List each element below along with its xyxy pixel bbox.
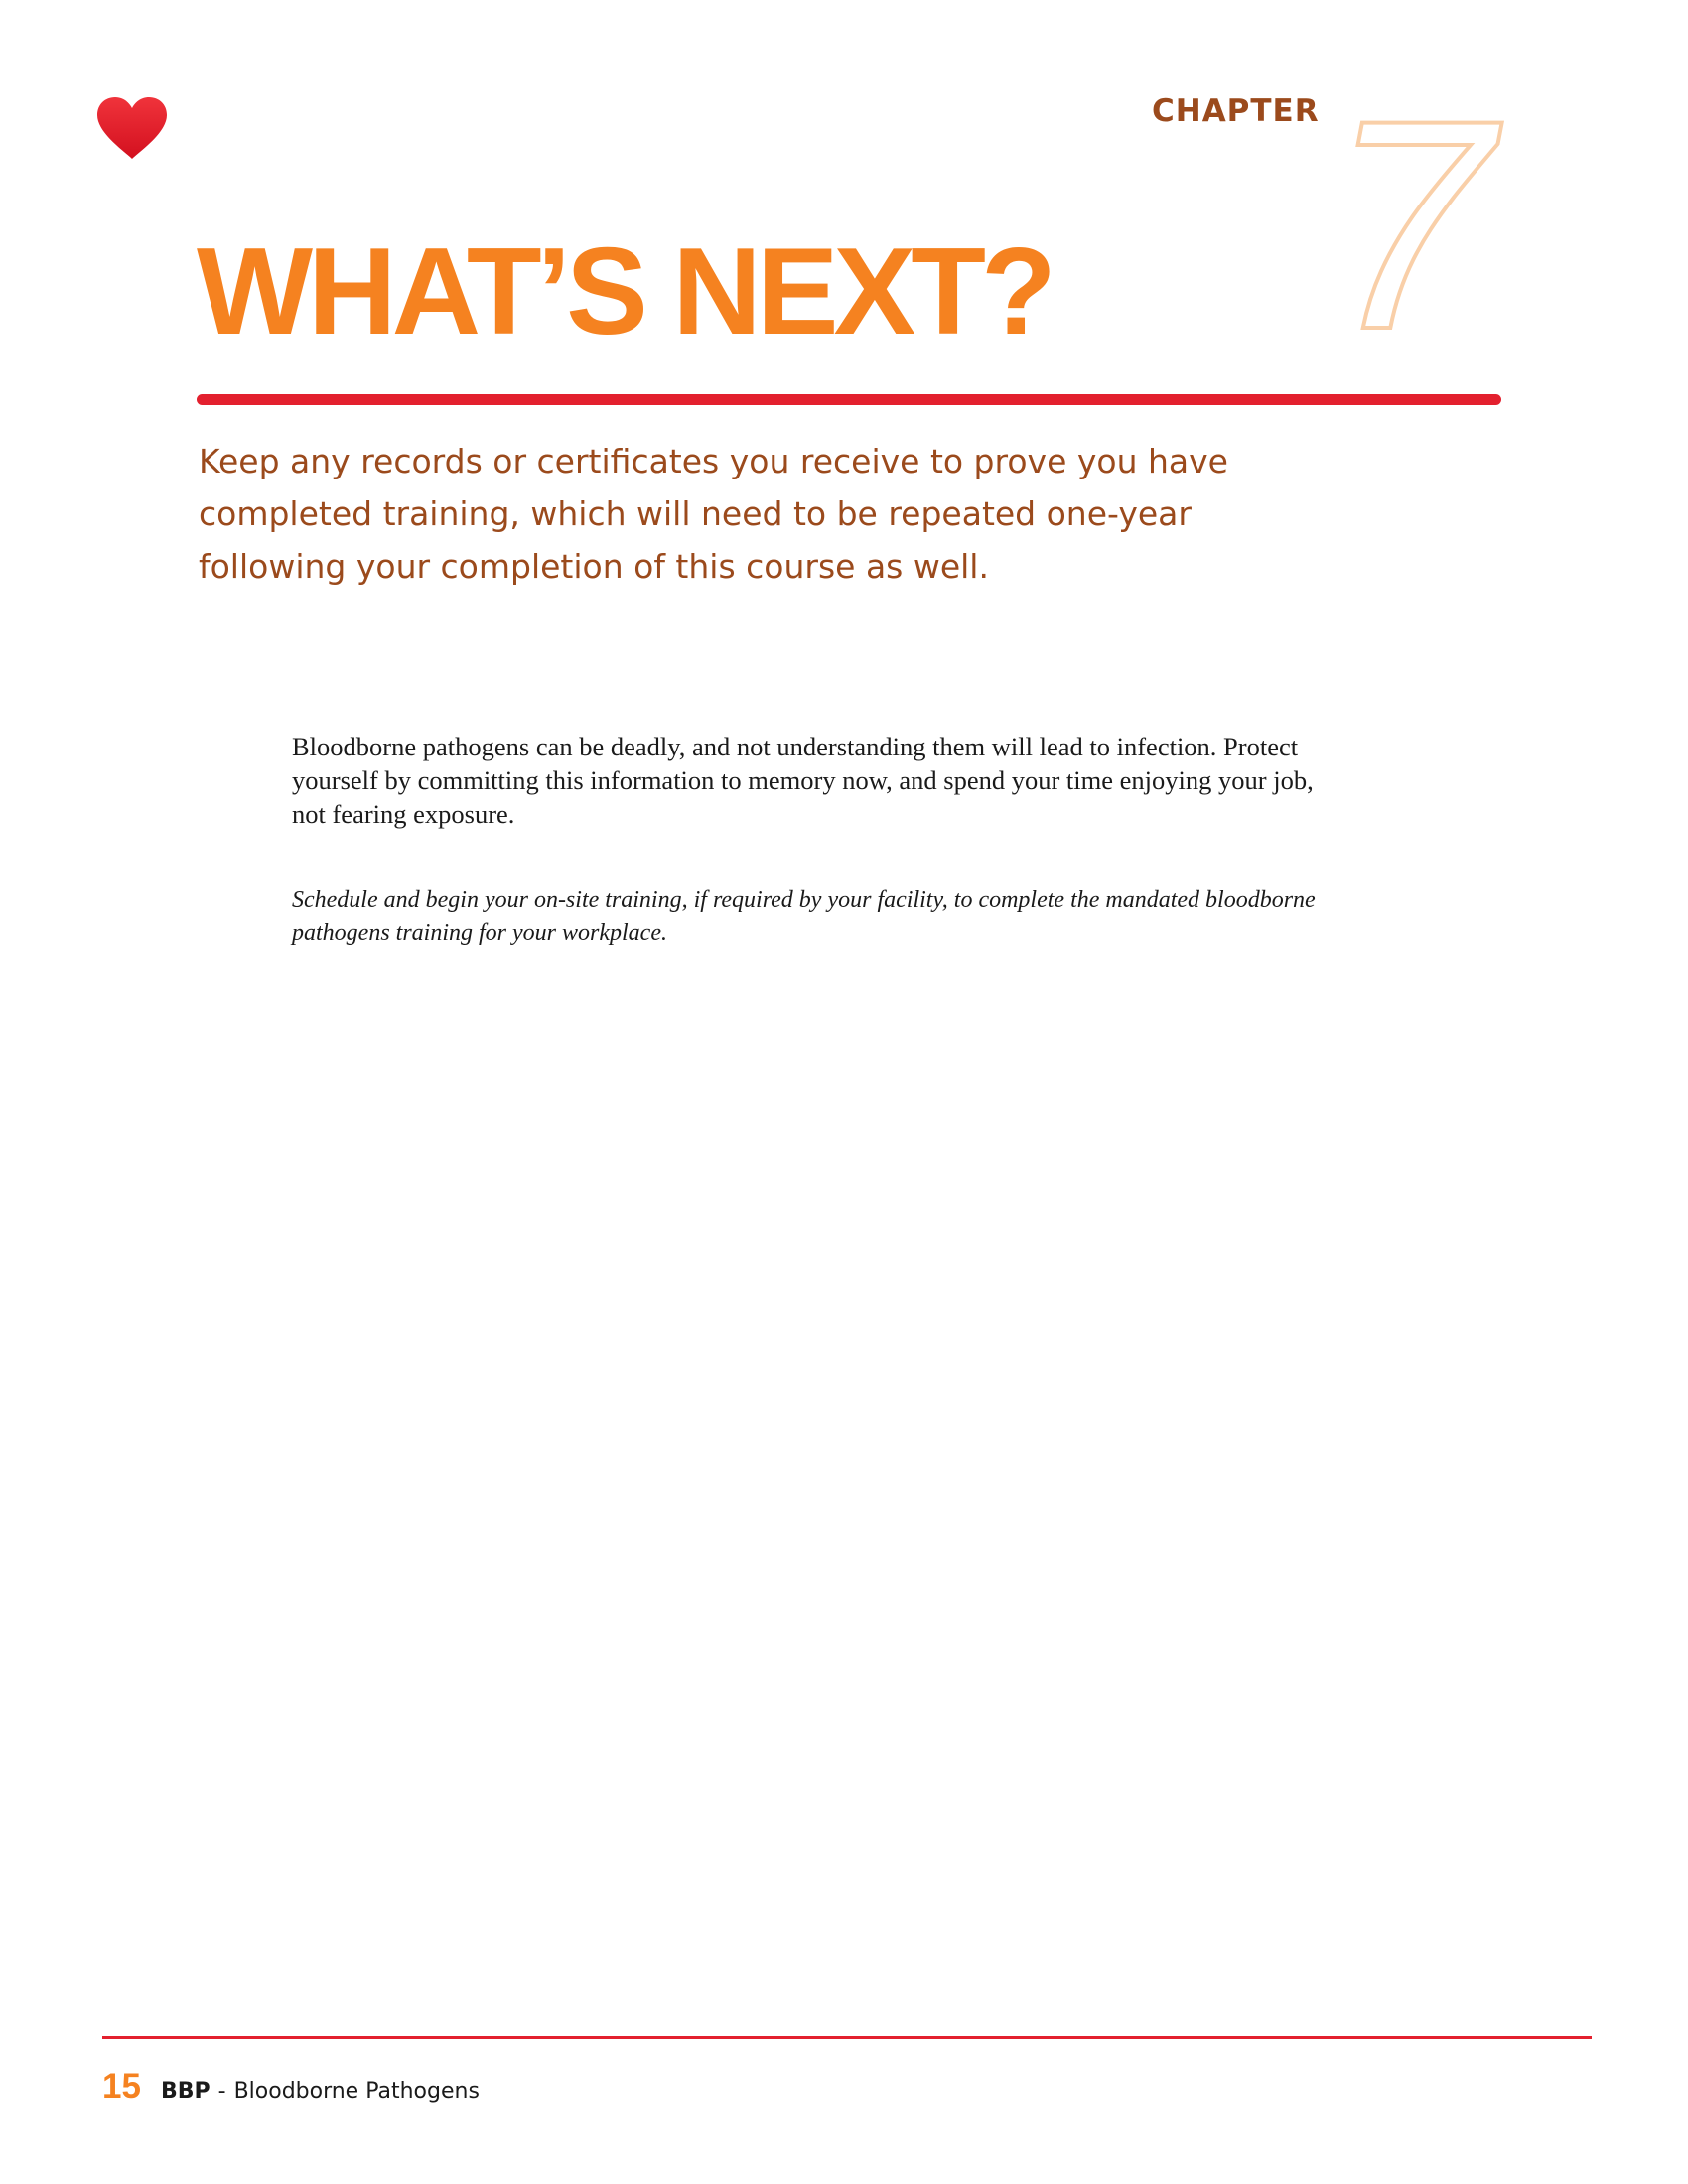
page-number: 15 (102, 2067, 141, 2106)
body-line: yourself by committing this information to memory now, and spend your time enjoying your job, (292, 765, 1314, 795)
title-divider (197, 394, 1501, 405)
body-line: not fearing exposure. (292, 799, 515, 829)
chapter-number (1311, 89, 1519, 347)
chapter-number-text: 7 (1327, 89, 1493, 347)
intro-paragraph (199, 435, 1390, 593)
footer-course-name: Bloodborne Pathogens (233, 2079, 480, 2104)
footer-separator: - (217, 2079, 226, 2104)
italic-paragraph (292, 885, 1483, 950)
footer-divider (102, 2036, 1592, 2039)
page-title: WHAT’S NEXT? (197, 223, 1052, 360)
intro-line: completed training, which will need to be repeated one-year (199, 494, 1192, 533)
page-footer (102, 2067, 480, 2116)
heart-icon (95, 95, 169, 161)
intro-line: following your completion of this course as well. (199, 547, 989, 586)
italic-line: Schedule and begin your on-site training, if required by your facility, to complete the mandated bloodborne (292, 887, 1316, 913)
intro-line: Keep any records or certificates you receive to prove you have (199, 442, 1228, 480)
chapter-label: CHAPTER (1152, 93, 1320, 129)
italic-line: pathogens training for your workplace. (292, 920, 667, 946)
body-paragraph (292, 730, 1483, 831)
body-line: Bloodborne pathogens can be deadly, and not understanding them will lead to infection. Protect (292, 732, 1299, 761)
footer-abbreviation: BBP (160, 2079, 211, 2104)
